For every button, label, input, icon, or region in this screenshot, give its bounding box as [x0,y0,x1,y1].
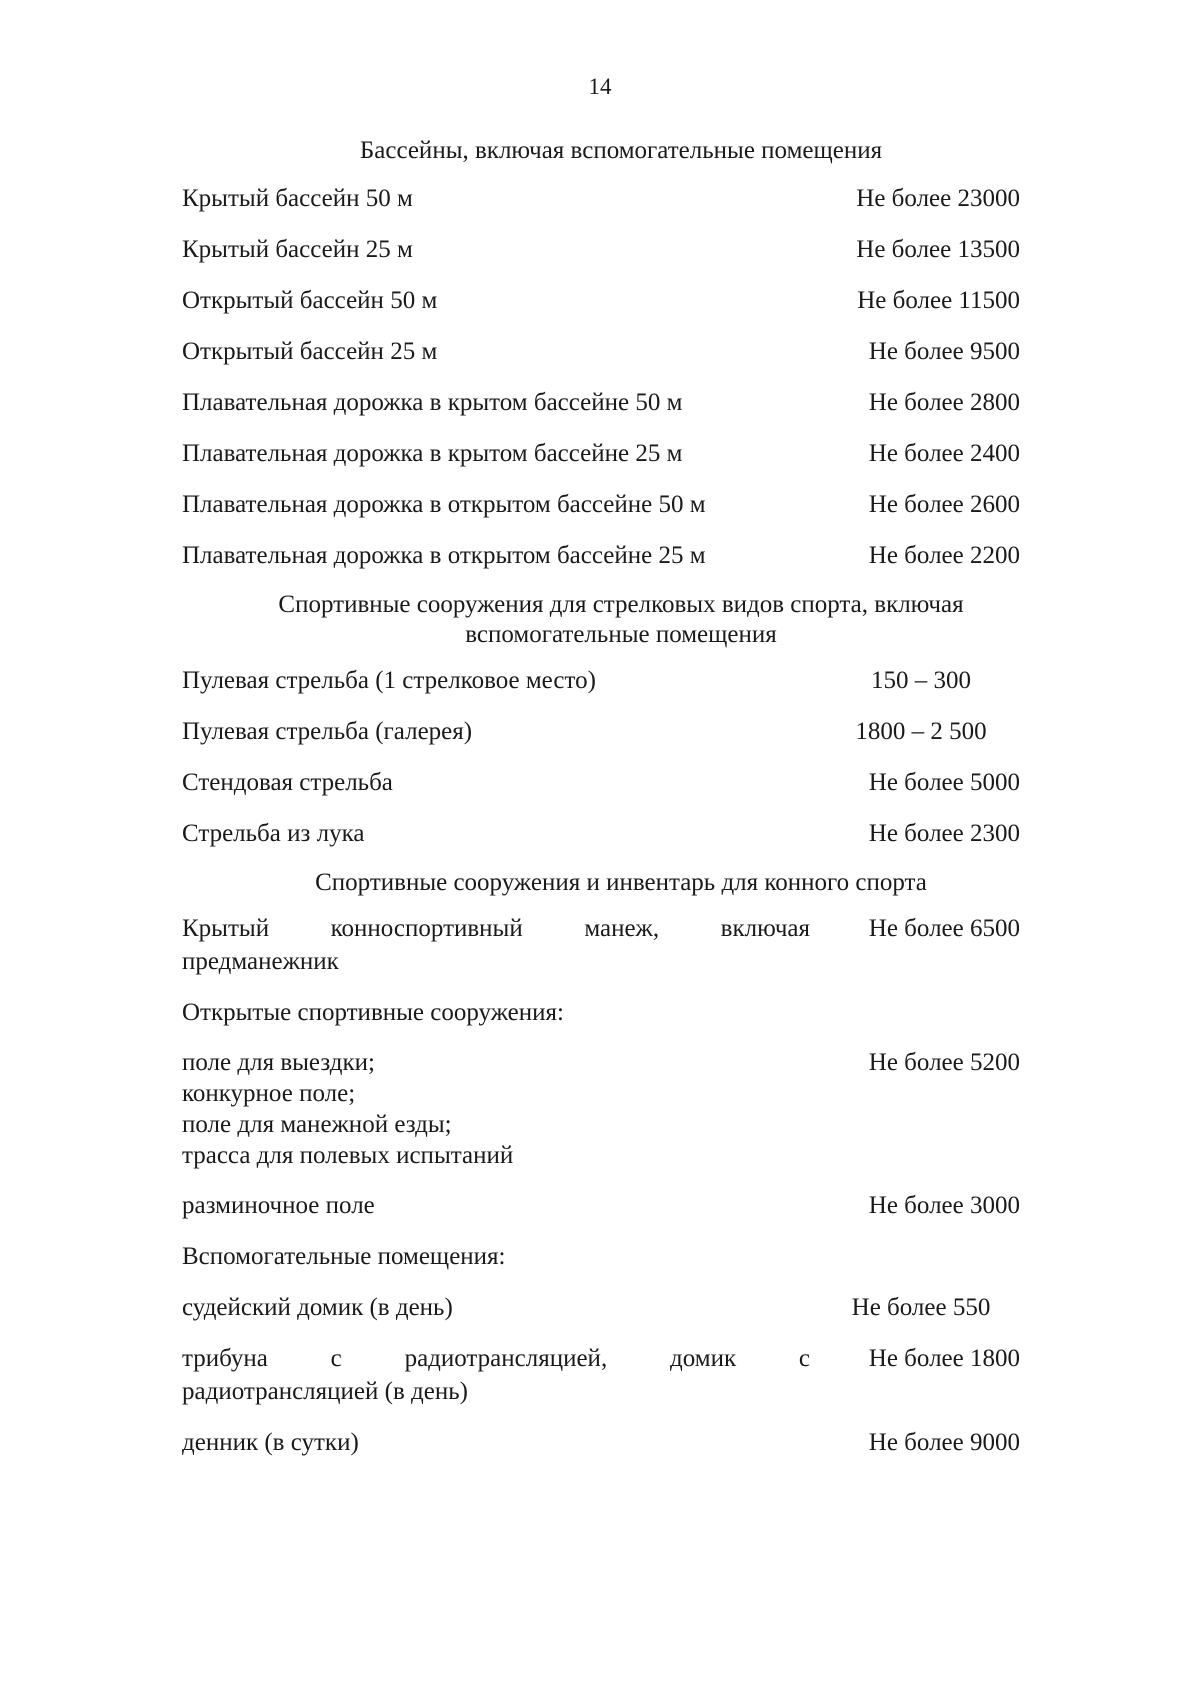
row-label: Плавательная дорожка в крытом бассейне 50 м [182,389,683,416]
table-row [182,335,1020,368]
row-label-line: поле для манежной езды; [182,1111,452,1138]
row-value: Не более 2600 [868,491,1020,518]
table-row [182,715,1020,748]
row-value: 1800 – 2 500 [855,718,987,745]
row-label-line: трибуна с радиотрансляцией, домик с [182,1345,810,1372]
row-label: разминочное поле [182,1192,375,1219]
row-value: Не более 2300 [868,820,1020,847]
table-row [182,437,1020,470]
row-label-line: конкурное поле; [182,1080,356,1107]
row-value: Не более 2200 [868,542,1020,569]
document-body [182,136,1020,1477]
row-label: Открытый бассейн 50 м [182,287,438,314]
row-label: Открытый бассейн 25 м [182,338,438,365]
row-label: Стендовая стрельба [182,769,393,796]
row-value: Не более 9000 [868,1429,1020,1456]
table-row [182,912,1020,978]
table-row [182,1189,1020,1222]
row-value: Не более 9500 [868,338,1020,365]
row-label [182,912,810,978]
table-row [182,233,1020,266]
row-label: Плавательная дорожка в открытом бассейне 50 м [182,491,706,518]
row-label [182,1342,810,1408]
table-row [182,1291,1020,1324]
subheading-aux-rooms: Вспомогательные помещения: [182,1243,506,1270]
row-value: Не более 13500 [856,236,1020,263]
row-value: Не более 2400 [868,440,1020,467]
section-title-shooting: Спортивные сооружения для стрелковых видов спорта, включая вспомогательные помещения [278,591,964,648]
row-label-line: трасса для полевых испытаний [182,1142,514,1169]
table-row [182,284,1020,317]
table-row [182,386,1020,419]
table-row [182,766,1020,799]
row-label: судейский домик (в день) [182,1294,453,1321]
table-row [182,817,1020,850]
row-value: Не более 6500 [868,915,1020,942]
table-row [182,664,1020,697]
section-title-pools: Бассейны, включая вспомогательные помещения [359,137,883,164]
row-label [182,1047,822,1171]
table-row [182,539,1020,572]
table-row [182,1426,1020,1459]
table-row [182,488,1020,521]
row-value: Не более 550 [851,1294,991,1321]
row-label: Стрельба из лука [182,820,365,847]
row-label: денник (в сутки) [182,1429,359,1456]
row-value: Не более 3000 [868,1192,1020,1219]
row-value: 150 – 300 [871,667,971,694]
row-label-line: радиотрансляцией (в день) [182,1378,468,1405]
row-value: Не более 23000 [856,185,1020,212]
table-row [182,1047,1020,1171]
row-label: Крытый бассейн 50 м [182,185,413,212]
row-label: Плавательная дорожка в крытом бассейне 25 м [182,440,683,467]
table-row [182,182,1020,215]
row-value: Не более 5000 [868,769,1020,796]
table-row [182,1342,1020,1408]
row-label-line: поле для выездки; [182,1049,375,1076]
page-number: 14 [588,74,612,99]
row-label: Пулевая стрельба (галерея) [182,718,473,745]
section-title-equestrian: Спортивные сооружения и инвентарь для конного спорта [315,869,927,896]
row-label-line: Крытый конноспортивный манеж, включая [182,915,810,942]
row-label: Плавательная дорожка в открытом бассейне 25 м [182,542,706,569]
row-value: Не более 1800 [868,1345,1020,1372]
row-value: Не более 5200 [868,1049,1020,1076]
row-label: Пулевая стрельба (1 стрелковое место) [182,667,596,694]
subheading-open-facilities: Открытые спортивные сооружения: [182,999,564,1026]
row-label-line: предманежник [182,948,339,975]
row-label: Крытый бассейн 25 м [182,236,413,263]
row-value: Не более 11500 [857,287,1020,314]
row-value: Не более 2800 [868,389,1020,416]
